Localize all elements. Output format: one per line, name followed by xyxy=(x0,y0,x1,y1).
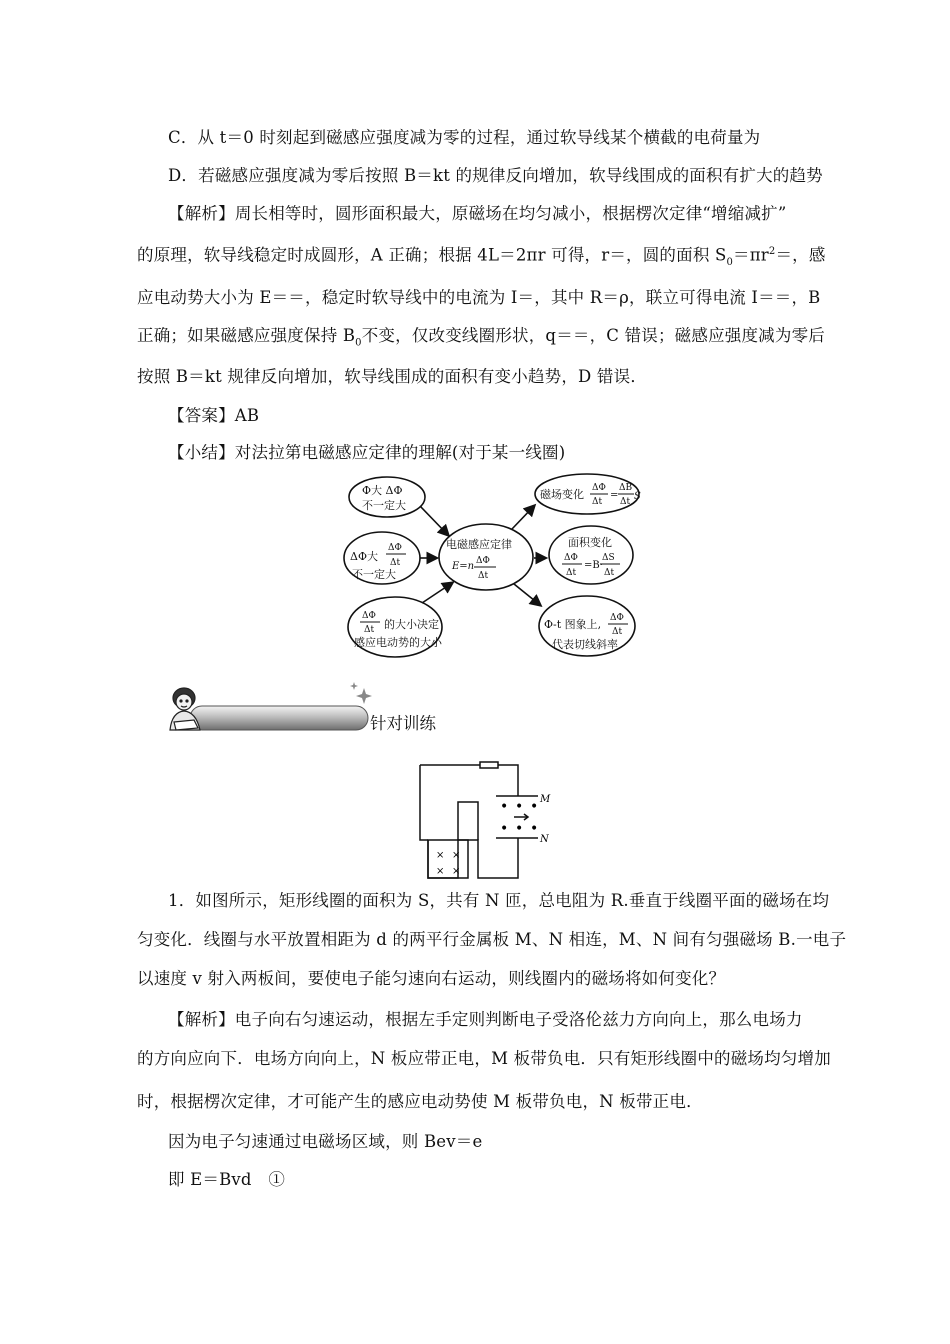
center-frac-num: ΔΦ xyxy=(476,556,490,566)
rm-eq: =B· xyxy=(584,560,603,571)
banner-label: 针对训练 xyxy=(370,714,436,733)
subscript: 0 xyxy=(355,337,362,349)
field-dot: • xyxy=(500,821,509,837)
cross-mark: × xyxy=(452,866,461,877)
analysis-2-line-1: 【解析】电子向右匀速运动，根据左手定则判断电子受洛伦兹力方向向上，那么电场力 xyxy=(168,1010,803,1029)
bev-line: 因为电子匀速通过电磁场区域，则 Bev＝e xyxy=(168,1132,483,1151)
analysis-1-line-1 xyxy=(168,203,786,225)
arrow-lt-center xyxy=(420,506,448,535)
center-title: 电磁感应定律 xyxy=(446,538,512,551)
text-seg: 的原理，软导线稳定时成圆形，A 正确；根据 4L＝2πr 可得，r＝，圆的面积 S xyxy=(137,245,727,265)
text-seg: ＝，感 xyxy=(775,245,826,265)
lt-text-a: Φ大 ΔΦ xyxy=(362,484,403,497)
arrow-lb-center xyxy=(422,583,452,603)
lm-frac-den: Δt xyxy=(390,558,401,568)
lt-text-b: 不一定大 xyxy=(362,499,406,512)
rb-frac-den: Δt xyxy=(612,627,623,637)
cross-mark: × xyxy=(452,850,461,861)
analysis-1-line-2 xyxy=(137,241,826,274)
question-1-line-1: 1．如图所示，矩形线圈的面积为 S，共有 N 匝，总电阻为 R.垂直于线圈平面的磁场在均 xyxy=(168,891,830,910)
center-formula: E=n xyxy=(452,561,475,572)
rb-text-a: Φ-t 图象上, xyxy=(544,618,602,631)
rm-frac1-num: ΔΦ xyxy=(564,553,578,563)
sparkle-icon xyxy=(350,682,372,704)
analysis-tag: 【解析】 xyxy=(168,204,235,223)
analysis-2-line-2: 的方向应向下．电场方向向上，N 板应带正电，M 板带负电．只有矩形线圈中的磁场均匀增加 xyxy=(137,1049,831,1068)
rb-text-b: 代表切线斜率 xyxy=(552,638,618,651)
rt-frac1-den: Δt xyxy=(592,497,603,507)
question-1-line-3: 以速度 v 射入两板间，要使电子能匀速向右运动，则线圈内的磁场将如何变化？ xyxy=(137,969,726,988)
lb-frac-den: Δt xyxy=(364,625,375,635)
circuit-diagram xyxy=(418,762,558,880)
lb-text-a: 的大小决定 xyxy=(384,618,439,631)
field-dot: • xyxy=(530,799,539,815)
superscript: 2 xyxy=(768,246,776,257)
analysis-2-line-3: 时，根据楞次定律，才可能产生的感应电动势使 M 板带负电，N 板带正电． xyxy=(137,1092,703,1111)
text-seg: ＝πr xyxy=(733,245,769,265)
lm-text-b: 不一定大 xyxy=(352,568,396,581)
option-c: C．从 t＝0 时刻起到磁感应强度减为零的过程，通过软导线某个横截的电荷量为 xyxy=(168,128,761,147)
lb-frac-num: ΔΦ xyxy=(362,611,376,621)
rb-frac-num: ΔΦ xyxy=(610,613,624,623)
lm-frac-num: ΔΦ xyxy=(388,543,402,553)
rt-frac2-num: ΔB xyxy=(619,483,633,493)
lb-text-b: 感应电动势的大小 xyxy=(354,636,442,649)
center-frac-den: Δt xyxy=(478,571,489,581)
answer-line: 【答案】AB xyxy=(168,406,260,425)
field-dot: • xyxy=(500,799,509,815)
rt-frac2-den: Δt xyxy=(620,497,631,507)
rm-frac2-den: Δt xyxy=(604,568,615,578)
field-dot: • xyxy=(515,799,524,815)
analysis-1-line-4 xyxy=(137,325,825,354)
concept-map xyxy=(340,472,640,664)
rt-frac1-num: ΔΦ xyxy=(592,483,606,493)
label-m: M xyxy=(540,794,551,805)
rm-title: 面积变化 xyxy=(568,536,612,549)
text-seg: 不变，仅改变线圈形状，q＝＝，C 错误；磁感应强度减为零后 xyxy=(361,326,825,345)
field-dot: • xyxy=(515,821,524,837)
rm-frac1-den: Δt xyxy=(566,568,577,578)
node-right-mid xyxy=(549,526,633,584)
question-1-line-2: 匀变化．线圈与水平放置相距为 d 的两平行金属板 M、N 相连，M、N 间有匀强磁场 B.一电子 xyxy=(137,930,847,949)
analysis-1-line-5: 按照 B＝kt 规律反向增加，软导线围成的面积有变小趋势，D 错误． xyxy=(137,367,648,386)
rt-eq: = xyxy=(610,490,619,501)
cross-mark: × xyxy=(436,850,445,861)
subscript: 0 xyxy=(726,256,734,268)
field-dot: • xyxy=(530,821,539,837)
rt-text: 磁场变化 xyxy=(540,488,584,501)
analysis-1-line-3: 应电动势大小为 E＝＝，稳定时软导线中的电流为 I＝，其中 R＝ρ，联立可得电流 I＝＝，B xyxy=(137,288,821,307)
label-n: N xyxy=(540,834,549,845)
rm-frac2-num: ΔS xyxy=(602,553,615,563)
cross-mark: × xyxy=(436,866,445,877)
arrow-center-rb xyxy=(514,584,540,605)
lm-text-a: ΔΦ大 xyxy=(350,550,378,563)
summary-line: 【小结】对法拉第电磁感应定律的理解(对于某一线圈) xyxy=(168,443,566,462)
analysis-text: 周长相等时，圆形面积最大，原磁场在均匀减小，根据楞次定律“增缩减扩” xyxy=(234,204,787,223)
text-seg: 正确；如果磁感应强度保持 B xyxy=(137,326,356,345)
option-d: D．若磁感应强度减为零后按照 B＝kt 的规律反向增加，软导线围成的面积有扩大的趋势 xyxy=(168,166,823,185)
banner-bar xyxy=(190,706,368,730)
arrow-center-rt xyxy=(512,506,534,529)
emf-line: 即 E＝Bvd ① xyxy=(168,1170,286,1189)
rt-s: S xyxy=(634,491,641,502)
